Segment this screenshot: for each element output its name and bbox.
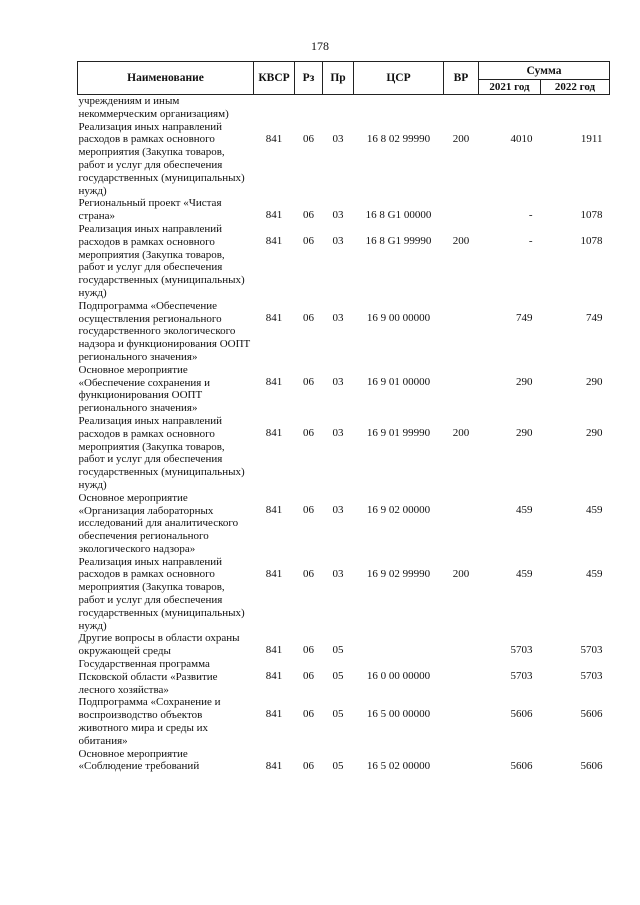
row-name: Подпрограмма «Сохранение и воспроизводство объектов животного мира и среды их обитания» xyxy=(78,696,221,747)
row-vr: 200 xyxy=(452,234,470,247)
row-rz: 06 xyxy=(303,311,314,324)
row-sum-2021: 5606 xyxy=(510,759,533,772)
row-vr xyxy=(444,748,479,774)
row-csr: 16 8 G1 99990 xyxy=(365,234,432,247)
row-sum-2022 xyxy=(541,95,610,121)
row-sum-2021: 5606 xyxy=(510,708,533,721)
row-name: Основное мероприятие «Соблюдение требований xyxy=(78,747,200,773)
row-sum-2021: - xyxy=(528,234,533,247)
row-kvsr: 841 xyxy=(265,759,283,772)
row-rz: 06 xyxy=(303,503,314,516)
budget-table xyxy=(77,61,609,773)
row-sum-2022: 290 xyxy=(586,375,603,388)
row-sum-2022: 459 xyxy=(586,503,603,516)
header-kvsr: КВСР xyxy=(254,62,295,95)
table-row xyxy=(78,492,610,556)
row-sum-2022: 459 xyxy=(586,567,603,580)
row-name: Реализация иных направлений расходов в рамках основного мероприятия (Закупка товаров, работ и услуг для обеспечения государственных (муниципальных) нужд) xyxy=(78,555,245,632)
table-row xyxy=(78,364,610,415)
header-2021: 2021 год xyxy=(479,80,541,95)
row-csr: 16 9 00 00000 xyxy=(366,311,431,324)
row-sum-2022: 5606 xyxy=(580,708,603,721)
header-csr: ЦСР xyxy=(354,62,444,95)
table-row xyxy=(78,556,610,633)
row-csr: 16 9 01 99990 xyxy=(366,426,431,439)
row-pr: 03 xyxy=(332,375,344,388)
row-rz: 06 xyxy=(303,209,314,222)
row-rz: 06 xyxy=(303,132,314,145)
row-pr: 03 xyxy=(332,209,344,222)
row-rz: 06 xyxy=(303,426,314,439)
row-name: Основное мероприятие «Организация лабораторных исследований для аналитического обеспечения регионального экологического надзора» xyxy=(78,491,239,555)
row-csr: 16 0 00 00000 xyxy=(366,670,431,683)
row-sum-2022: 290 xyxy=(586,426,603,439)
table-row xyxy=(78,95,610,121)
row-kvsr: 841 xyxy=(265,567,283,580)
row-name: Реализация иных направлений расходов в рамках основного мероприятия (Закупка товаров, работ и услуг для обеспечения государственных (муниципальных) нужд) xyxy=(78,120,245,197)
table-body xyxy=(78,95,610,774)
row-pr: 03 xyxy=(332,503,344,516)
row-sum-2022: 5703 xyxy=(580,670,603,683)
table-header xyxy=(78,62,610,95)
row-pr: 03 xyxy=(332,567,344,580)
table-row xyxy=(78,696,610,747)
row-vr xyxy=(444,658,479,696)
header-name: Наименование xyxy=(78,62,254,95)
row-name: Основное мероприятие «Обеспечение сохранения и функционирования ООПТ регионального значения» xyxy=(78,363,210,415)
row-csr xyxy=(354,632,444,658)
row-csr: 16 8 02 99990 xyxy=(366,132,431,145)
row-pr: 03 xyxy=(332,426,344,439)
row-sum-2022: 1078 xyxy=(580,234,603,247)
row-rz: 06 xyxy=(303,708,314,721)
row-rz xyxy=(295,95,323,121)
row-csr: 16 8 G1 00000 xyxy=(365,209,432,222)
table-row xyxy=(78,223,610,300)
page-number: 178 xyxy=(311,39,329,53)
row-rz: 06 xyxy=(303,567,314,580)
row-sum-2021: 290 xyxy=(516,375,533,388)
row-kvsr: 841 xyxy=(265,132,283,145)
row-rz: 06 xyxy=(303,644,314,657)
row-pr: 03 xyxy=(332,311,344,324)
row-pr xyxy=(323,95,354,121)
row-sum-2021: 459 xyxy=(516,503,533,516)
table-row xyxy=(78,632,610,658)
row-vr xyxy=(444,300,479,364)
row-vr xyxy=(444,364,479,415)
row-pr: 05 xyxy=(332,670,344,683)
table-row xyxy=(78,300,610,364)
row-vr xyxy=(444,492,479,556)
row-rz: 06 xyxy=(303,375,314,388)
row-sum-2022: 5606 xyxy=(580,759,603,772)
row-csr: 16 5 00 00000 xyxy=(366,708,431,721)
row-vr: 200 xyxy=(452,567,470,580)
row-name: учреждениям и иным некоммерческим организациям) xyxy=(78,95,229,120)
header-sum: Сумма xyxy=(479,62,610,80)
row-vr xyxy=(444,696,479,747)
row-pr: 05 xyxy=(332,759,344,772)
row-sum-2021: 5703 xyxy=(510,670,533,683)
row-kvsr: 841 xyxy=(265,644,283,657)
table-row xyxy=(78,415,610,492)
row-pr: 05 xyxy=(332,708,344,721)
row-vr: 200 xyxy=(452,426,470,439)
row-name: Другие вопросы в области охраны окружающей среды xyxy=(78,632,240,658)
row-name: Государственная программа Псковской области «Развитие лесного хозяйства» xyxy=(78,658,218,696)
header-2022: 2022 год xyxy=(541,80,610,95)
row-csr: 16 9 02 99990 xyxy=(366,567,431,580)
row-sum-2021: 4010 xyxy=(510,132,533,145)
row-vr: 200 xyxy=(452,132,470,145)
row-kvsr: 841 xyxy=(265,503,283,516)
row-pr: 05 xyxy=(332,644,344,657)
row-csr: 16 9 01 00000 xyxy=(366,375,431,388)
row-kvsr xyxy=(254,95,295,121)
row-sum-2021: 5703 xyxy=(510,644,533,657)
row-kvsr: 841 xyxy=(265,708,283,721)
row-sum-2022: 1078 xyxy=(580,209,603,222)
row-kvsr: 841 xyxy=(265,311,283,324)
row-sum-2021: 290 xyxy=(516,426,533,439)
row-name: Региональный проект «Чистая страна» xyxy=(78,197,222,223)
table-row xyxy=(78,748,610,774)
row-pr: 03 xyxy=(332,132,344,145)
row-vr xyxy=(444,197,479,223)
table-row xyxy=(78,658,610,696)
row-name: Реализация иных направлений расходов в рамках основного мероприятия (Закупка товаров, работ и услуг для обеспечения государственных (муниципальных) нужд) xyxy=(78,414,245,491)
row-kvsr: 841 xyxy=(265,426,283,439)
row-sum-2021: 459 xyxy=(516,567,533,580)
row-csr: 16 9 02 00000 xyxy=(366,503,431,516)
table-row xyxy=(78,121,610,198)
row-sum-2021: - xyxy=(528,209,533,222)
row-rz: 06 xyxy=(303,759,314,772)
row-kvsr: 841 xyxy=(265,234,283,247)
row-vr xyxy=(444,632,479,658)
row-sum-2022: 1911 xyxy=(580,132,603,145)
row-sum-2022: 5703 xyxy=(580,644,603,657)
row-rz: 06 xyxy=(303,670,314,683)
row-sum-2022: 749 xyxy=(586,311,603,324)
row-kvsr: 841 xyxy=(265,209,283,222)
row-sum-2021 xyxy=(479,95,541,121)
row-sum-2021: 749 xyxy=(516,311,533,324)
row-name: Реализация иных направлений расходов в рамках основного мероприятия (Закупка товаров, работ и услуг для обеспечения государственных (муниципальных) нужд) xyxy=(78,222,245,299)
row-csr: 16 5 02 00000 xyxy=(366,759,431,772)
row-rz: 06 xyxy=(303,234,314,247)
header-vr: ВР xyxy=(444,62,479,95)
table-row xyxy=(78,197,610,223)
row-vr xyxy=(444,95,479,121)
row-kvsr: 841 xyxy=(265,670,283,683)
row-name: Подпрограмма «Обеспечение осуществления регионального государственного экологического надзора и функционирования ООПТ регионального значения» xyxy=(78,299,251,363)
row-pr: 03 xyxy=(332,234,344,247)
row-csr xyxy=(354,95,444,121)
header-pr: Пр xyxy=(323,62,354,95)
header-rz: Рз xyxy=(295,62,323,95)
row-kvsr: 841 xyxy=(265,375,283,388)
